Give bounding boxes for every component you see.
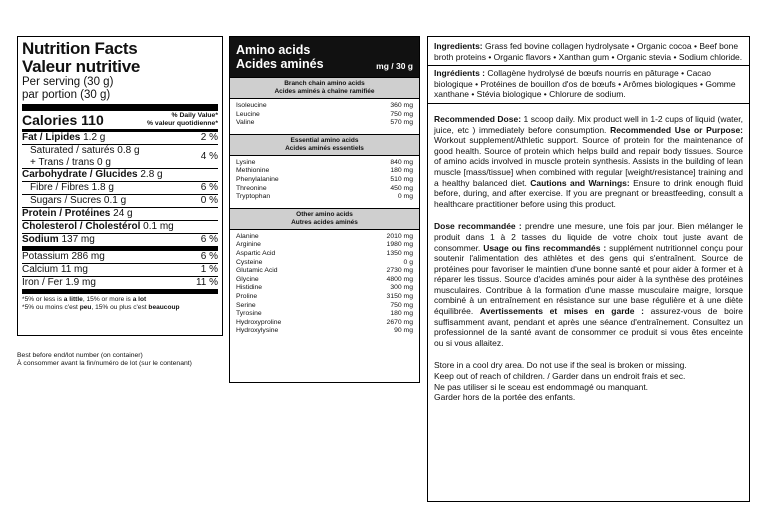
nutrient-label: Cholesterol / Cholestérol — [22, 221, 141, 232]
use-fr-text: supplément nutritionnel conçu pour soutenir l'alimentation des athlètes et des gens qui s'entraînent. Source de protéines pour favoriser le maintien d'une bonne santé et pour aider à former et à réparer les tissus. Source d'acides aminés pour aider à la synthèse des protéines musculaires. Contribue à la formation d'une masse musculaire maigre, lorsque combiné à un entraînement en résistance sur une base régulière et à une diète équilibrée. — [434, 242, 744, 317]
nutrient-label: Calcium 11 mg — [22, 264, 88, 275]
best-before-fr: À consommer avant la fin/numéro de lot (sur le contenant) — [17, 360, 192, 367]
amino-acids-panel — [229, 36, 420, 383]
amino-list-bcaa — [230, 99, 419, 134]
nutrient-label-trans: + Trans / trans 0 g — [30, 156, 111, 168]
section-title-fr: Acides aminés à chaîne ramifiée — [274, 88, 375, 95]
nutrient-dv: 6 % — [200, 234, 218, 245]
nutrient-dv: 1 % — [200, 264, 218, 275]
nutrient-amount: 24 g — [113, 208, 133, 219]
storage-line: Ne pas utiliser si le sceau est endommagé ou manquant. — [434, 381, 649, 392]
use-fr-label: Usage ou fins recommandés : — [483, 242, 607, 253]
amino-name: Glycine — [236, 275, 259, 283]
amino-value: 570 mg — [390, 119, 413, 127]
ingredients-fr-label: Ingrédients : — [434, 68, 486, 79]
amino-row — [236, 176, 413, 185]
amino-row — [236, 102, 413, 111]
amino-name: Serine — [236, 301, 256, 309]
directions-en — [434, 114, 743, 209]
amino-row — [236, 193, 413, 202]
amino-name: Tyrosine — [236, 310, 262, 318]
amino-row — [236, 185, 413, 194]
nutrient-row-sodium — [22, 234, 218, 251]
nutrient-row-potassium — [22, 251, 218, 264]
dose-en-label: Recommended Dose: — [434, 113, 522, 124]
nutrient-dv: 6 % — [200, 251, 218, 262]
nutrient-label: Sugars / Sucres 0.1 g — [30, 195, 127, 206]
section-header-essential — [230, 134, 419, 156]
amino-value: 180 mg — [390, 310, 413, 318]
divider — [22, 104, 218, 111]
amino-value: 2730 mg — [386, 267, 413, 275]
nutrient-dv: 4 % — [200, 150, 218, 162]
section-title-en: Branch chain amino acids — [284, 80, 365, 87]
amino-row — [236, 293, 413, 302]
warn-en-label: Cautions and Warnings: — [530, 177, 630, 188]
nutrient-label: Iron / Fer 1.9 mg — [22, 277, 96, 288]
ingredients-fr-text: Collagène hydrolysé de bœufs nourris en pâturage • Cacao biologique • Protéines de bouillon d'os de bœufs • Arômes biologiques • Gomme xanthane • Stévia biologique • Chlorure de sodium. — [434, 68, 736, 100]
amino-name: Arginine — [236, 241, 261, 249]
section-header-other — [230, 208, 419, 230]
footnote-bold: peu — [79, 304, 92, 311]
nutrient-label: Saturated / saturés 0.8 g — [30, 145, 140, 156]
footnote-text: *5% ou moins c'est — [22, 304, 80, 311]
nutrient-row-saturated — [22, 145, 218, 169]
amino-value: 180 mg — [390, 167, 413, 175]
calories-row — [22, 111, 218, 132]
section-title-fr: Acides aminés essentiels — [285, 144, 364, 152]
amino-row — [236, 159, 413, 168]
amino-row — [236, 284, 413, 293]
amino-value: 300 mg — [390, 284, 413, 292]
amino-value: 4800 mg — [386, 275, 413, 283]
footnote-bold: a lot — [132, 296, 147, 303]
amino-name: Cysteine — [236, 258, 263, 266]
amino-value: 750 mg — [390, 301, 413, 309]
amino-list-other — [230, 230, 419, 342]
nutrition-title-en: Nutrition Facts — [22, 39, 138, 58]
amino-value: 0 mg — [397, 193, 413, 201]
nutrient-label: Protein / Protéines — [22, 208, 111, 219]
section-title-en: Essential amino acids — [290, 136, 359, 144]
footnote-bold: beaucoup — [148, 304, 180, 311]
amino-name: Tryptophan — [236, 193, 271, 201]
nutrient-label: Sodium — [22, 234, 59, 245]
amino-row — [236, 302, 413, 311]
amino-name: Valine — [236, 119, 255, 127]
ingredients-fr — [428, 66, 749, 104]
footnote-text: , 15% or more is — [82, 296, 133, 303]
warn-fr-text: assurez-vous de boire suffisamment avant, pendant et après une séance d'entraînement. Consultez un professionnel de la santé avant de consommer ce produit si vous êtes enceinte ou si vous allaitez. — [434, 306, 743, 348]
amino-row — [236, 259, 413, 268]
dv-header-en: % Daily Value* — [171, 112, 218, 119]
amino-title-fr: Acides aminés — [236, 57, 324, 71]
amino-list-essential — [230, 156, 419, 208]
ingredients-en — [428, 41, 749, 66]
ingredients-en-label: Ingredients: — [434, 41, 483, 51]
serving-size-fr: par portion (30 g) — [22, 89, 111, 101]
nutrient-amount: 1.2 g — [83, 132, 106, 143]
dose-fr-text: prendre une mesure, une fois par jour. Bien mélanger le produit dans 1 à 2 tasses du liquide de votre choix tout juste avant de consommer. — [434, 221, 744, 253]
amino-row — [236, 241, 413, 250]
warn-en-text: Ensure to drink enough fluid before, during, and after exercise. If you are pregnant or breastfeeding, consult a healthcare practitioner before using this product. — [434, 177, 743, 209]
amino-row — [236, 327, 413, 336]
ingredients-en-text: Grass fed bovine collagen hydrolysate • Organic cocoa • Beef bone broth proteins • Organic flavors • Xanthan gum • Organic stevia • Sodium chloride. — [434, 41, 743, 62]
amino-value: 3150 mg — [386, 292, 413, 300]
amino-name: Aspartic Acid — [236, 249, 276, 257]
nutrition-facts-panel — [17, 36, 223, 336]
amino-name: Phenylalanine — [236, 175, 279, 183]
amino-row — [236, 111, 413, 120]
calories-label: Calories 110 — [22, 112, 104, 128]
amino-value: 90 mg — [394, 327, 413, 335]
nutrition-title-fr: Valeur nutritive — [22, 57, 141, 76]
nutrient-dv: 11 % — [195, 277, 218, 288]
amino-name: Histidine — [236, 284, 263, 292]
amino-name: Proline — [236, 292, 258, 300]
amino-row — [236, 119, 413, 128]
directions-fr — [434, 221, 743, 348]
nutrient-row-iron — [22, 277, 218, 294]
warn-fr-label: Avertissements et mises en garde : — [479, 306, 644, 317]
amino-row — [236, 276, 413, 285]
amino-value: 2670 mg — [386, 318, 413, 326]
amino-row — [236, 267, 413, 276]
footnote-text: , 15% ou plus c'est — [91, 304, 149, 311]
nutrient-row-sugars — [22, 195, 218, 208]
best-before-note — [17, 352, 227, 368]
amino-name: Threonine — [236, 184, 267, 192]
amino-value: 1980 mg — [386, 241, 413, 249]
dv-header-fr: % valeur quotidienne* — [146, 120, 218, 127]
storage-instructions — [434, 360, 743, 402]
dose-fr-label: Dose recommandée : — [434, 221, 522, 232]
use-en-label: Recommended Use or Purpose: — [610, 124, 743, 135]
amino-unit: mg / 30 g — [376, 61, 413, 71]
nutrient-amount: 0.1 mg — [143, 221, 174, 232]
nutrient-dv: 6 % — [200, 182, 218, 193]
nutrient-amount: 2.8 g — [140, 169, 163, 180]
footnote-bold: a little — [63, 296, 83, 303]
daily-value-header — [147, 112, 218, 128]
amino-value: 2010 mg — [386, 232, 413, 240]
amino-value: 0 g — [403, 258, 413, 266]
nutrient-row-protein — [22, 208, 218, 221]
amino-name: Isoleucine — [236, 102, 267, 109]
section-title-en: Other amino acids — [296, 210, 353, 218]
footnote — [22, 294, 218, 312]
storage-line: Garder hors de la portée des enfants. — [434, 392, 576, 403]
amino-value: 750 mg — [390, 110, 413, 118]
amino-name: Leucine — [236, 110, 260, 118]
nutrient-label: Fibre / Fibres 1.8 g — [30, 182, 114, 193]
amino-value: 450 mg — [390, 184, 413, 192]
serving-size-en: Per serving (30 g) — [22, 76, 114, 88]
amino-name: Hydroxylysine — [236, 327, 279, 335]
section-title-fr: Autres acides aminés — [291, 218, 358, 226]
best-before-en: Best before end/lot number (on container) — [17, 352, 143, 359]
nutrient-label: Potassium 286 mg — [22, 251, 105, 262]
amino-value: 1350 mg — [386, 249, 413, 257]
amino-row — [236, 310, 413, 319]
nutrient-label: Fat / Lipides — [22, 132, 81, 143]
amino-row — [236, 167, 413, 176]
nutrient-row-carbohydrate — [22, 169, 218, 182]
amino-name: Hydroxyproline — [236, 318, 282, 326]
section-header-bcaa — [230, 77, 419, 99]
label-text-panel — [427, 36, 750, 502]
amino-name: Lysine — [236, 158, 256, 166]
nutrient-row-calcium — [22, 264, 218, 277]
amino-title-en: Amino acids — [236, 43, 311, 57]
amino-name: Glutamic Acid — [236, 267, 278, 275]
amino-header — [230, 37, 419, 77]
nutrient-row-cholesterol — [22, 221, 218, 234]
nutrient-amount: 137 mg — [61, 234, 95, 245]
amino-row — [236, 250, 413, 259]
nutrient-label: Carbohydrate / Glucides — [22, 169, 138, 180]
nutrient-row-fat — [22, 132, 218, 145]
footnote-text: *5% or less is — [22, 296, 64, 303]
use-en-text: Workout supplement/Athletic support. Source of protein for the maintenance of good health. Source of protein which helps build and repair body tissues. Source of amino acids involved in muscle protein synthesis. Assists in the building of lean muscle [mass/tissue] when combined with regular [weight/resistance] training and a healthy balanced diet. — [434, 135, 743, 188]
nutrient-dv: 0 % — [200, 195, 218, 206]
amino-value: 360 mg — [390, 102, 413, 109]
dose-en-text: 1 scoop daily. Mix product well in 1-2 cups of liquid (water, juice, etc ) immediately before consumption. — [434, 113, 743, 135]
amino-value: 510 mg — [390, 175, 413, 183]
amino-name: Methionine — [236, 167, 270, 175]
nutrient-row-fibre — [22, 182, 218, 195]
amino-name: Alanine — [236, 232, 259, 240]
storage-line: Store in a cool dry area. Do not use if the seal is broken or missing. — [434, 360, 687, 371]
amino-row — [236, 233, 413, 242]
amino-value: 840 mg — [390, 158, 413, 166]
nutrient-dv: 2 % — [200, 132, 218, 143]
storage-line: Keep out of reach of children. / Garder dans un endroit frais et sec. — [434, 371, 686, 382]
amino-row — [236, 319, 413, 328]
